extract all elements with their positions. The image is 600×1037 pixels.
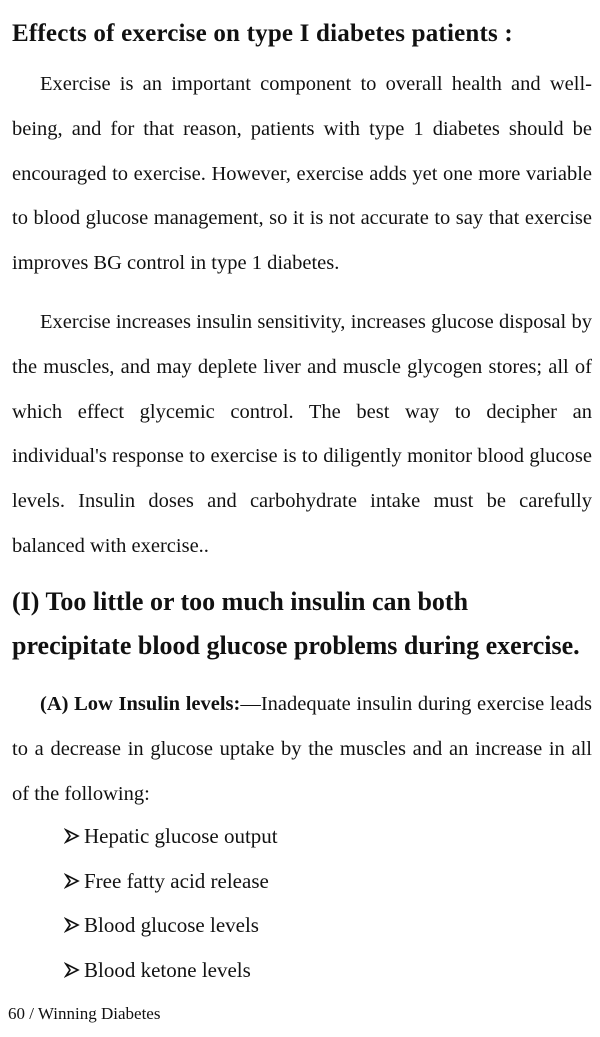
list-item-text: Blood glucose levels bbox=[84, 913, 259, 937]
list-item bbox=[64, 814, 278, 859]
paragraph-text: Exercise is an important component to overall health and well-being, and for that reason, patients with type 1 diabetes should be encouraged to exercise. However, exercise adds yet one more variable to blood glucose management, so it is not accurate to say that exercise improves BG control in type 1 diabetes. bbox=[12, 73, 592, 275]
list-item-text: Blood ketone levels bbox=[84, 957, 251, 982]
paragraph-low-insulin bbox=[12, 682, 592, 816]
paragraph-insulin-sensitivity bbox=[12, 300, 592, 569]
page-footer: 60 / Winning Diabetes bbox=[8, 1004, 161, 1023]
arrow-right-icon bbox=[64, 828, 80, 844]
subsection-label: (A) Low Insulin levels: bbox=[40, 693, 241, 715]
effects-list bbox=[64, 814, 278, 992]
page-title: Effects of exercise on type I diabetes patients : bbox=[12, 20, 513, 47]
list-item bbox=[64, 948, 278, 993]
list-item-text: Hepatic glucose output bbox=[84, 824, 278, 848]
arrow-right-icon bbox=[64, 873, 80, 889]
section-heading: (I) Too little or too much insulin can both precipitate blood glucose problems during exercise. bbox=[12, 587, 580, 660]
paragraph-text: Exercise increases insulin sensitivity, increases glucose disposal by the muscles, and may deplete liver and muscle glycogen stores; all of which effect glycemic control. The best way to decipher an individual's response to exercise is to diligently monitor blood glucose levels. Insulin doses and carbohydrate intake must be carefully balanced with exercise.. bbox=[12, 311, 592, 557]
list-item bbox=[64, 859, 278, 904]
list-item-text: Free fatty acid release bbox=[84, 868, 269, 893]
paragraph-exercise-importance bbox=[12, 62, 592, 286]
paragraph-text: —Inadequate insulin during exercise leads to a decrease in glucose uptake by the muscles and an increase in all of the following: bbox=[12, 693, 592, 805]
list-item bbox=[64, 903, 278, 948]
arrow-right-icon bbox=[64, 962, 80, 978]
arrow-right-icon bbox=[64, 917, 80, 933]
